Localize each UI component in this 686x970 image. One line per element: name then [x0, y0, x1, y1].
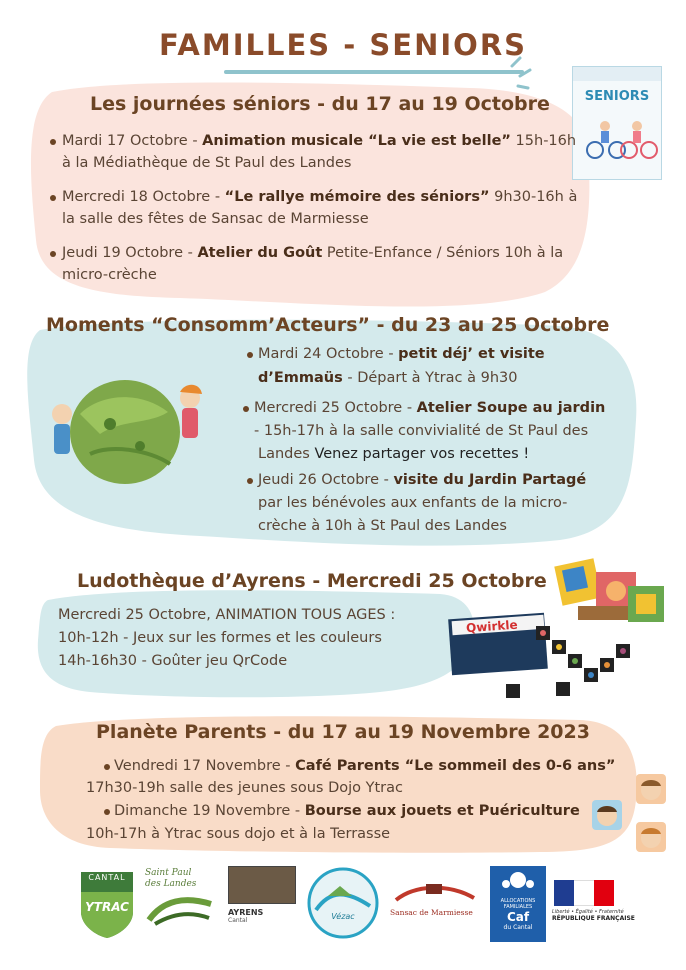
qwirkle-game-illustration [446, 606, 656, 716]
sansac-logo [390, 880, 480, 920]
consom-item-1: Mardi 24 Octobre - petit déj’ et visite [258, 346, 545, 362]
republique-francaise-logo [552, 880, 634, 932]
rf-label: RÉPUBLIQUE FRANÇAISE [552, 915, 635, 922]
bullet [50, 251, 56, 257]
bullet [243, 406, 249, 412]
seniors-item-1-line2: à la Médiathèque de St Paul des Landes [62, 155, 352, 171]
child-face-icons [590, 772, 670, 852]
parents-item-2-line2: 10h-17h à Ytrac sous dojo et à la Terrasse [86, 826, 391, 842]
bullet [104, 764, 110, 770]
caf-label-3: Caf [506, 910, 530, 924]
consom-item-3: Jeudi 26 Octobre - visite du Jardin Partagé [258, 472, 587, 488]
ludo-line-1: Mercredi 25 Octobre, ANIMATION TOUS AGES : [58, 607, 396, 623]
bullet [50, 139, 56, 145]
seniors-item-2: Mercredi 18 Octobre - “Le rallye mémoire des séniors” 9h30-16h à [62, 189, 578, 205]
bullet [104, 809, 110, 815]
qwirkle-label: Qwirkle [465, 617, 519, 636]
caf-label-4: du Cantal [503, 924, 533, 931]
caf-label-2: FAMILIALES [503, 904, 533, 910]
bullet [247, 478, 253, 484]
consom-item-1-line2: d’Emmaüs - Départ à Ytrac à 9h30 [258, 370, 518, 386]
bullet [247, 352, 253, 358]
consom-item-2-line3: Landes Venez partager vos recettes ! [258, 446, 530, 462]
ayrens-sub-label: Cantal [228, 917, 248, 924]
seniors-item-3-line2: micro-crèche [62, 267, 157, 283]
vezac-label: Vézac [331, 912, 355, 921]
consom-item-2: Mercredi 25 Octobre - Atelier Soupe au jardin [254, 400, 606, 416]
seniors-section-title: Les journées séniors - du 17 au 19 Octobre [90, 93, 550, 115]
parents-item-2: Dimanche 19 Novembre - Bourse aux jouets et Puériculture [114, 803, 580, 819]
ludo-line-2: 10h-12h - Jeux sur les formes et les couleurs [58, 630, 382, 646]
seniors-item-3: Jeudi 19 Octobre - Atelier du Goût Petite-Enfance / Séniors 10h à la [62, 245, 564, 261]
seniors-item-1: Mardi 17 Octobre - Animation musicale “La vie est belle” 15h-16h [62, 133, 577, 149]
consom-item-3-line2: par les bénévoles aux enfants de la micro- [258, 495, 568, 511]
rf-motto: Liberté • Égalité • Fraternité [552, 909, 624, 915]
caf-logo [490, 866, 546, 942]
consom-item-2-line2: - 15h-17h à la salle convivialité de St Paul des [254, 423, 589, 439]
ytrac-logo [77, 868, 137, 940]
stpaul-logo [145, 868, 215, 928]
earth-hug-illustration [40, 354, 210, 494]
seniors-poster-title: SENIORS [584, 89, 650, 104]
parents-item-1: Vendredi 17 Novembre - Café Parents “Le sommeil des 0-6 ans” [114, 758, 616, 774]
vezac-logo [306, 866, 380, 940]
parents-item-1-line2: 17h30-19h salle des jeunes sous Dojo Ytrac [86, 780, 403, 796]
ytrac-label: YTRAC [85, 900, 129, 914]
ludo-section-title: Ludothèque d’Ayrens - Mercredi 25 Octobre [77, 570, 547, 592]
title-underline [224, 70, 524, 74]
page-title: FAMILLES - SENIORS [158, 28, 528, 62]
ludo-line-3: 14h-16h30 - Goûter jeu QrCode [58, 653, 288, 669]
seniors-item-2-line2: la salle des fêtes de Sansac de Marmiesse [62, 211, 369, 227]
cyclists-illustration [573, 104, 661, 164]
stpaul-label: Saint Paul des Landes [145, 868, 197, 889]
cantal-label: CANTAL [88, 873, 126, 882]
caf-label-1: ALLOCATIONS [500, 898, 536, 904]
parents-section-title: Planète Parents - du 17 au 19 Novembre 2023 [96, 721, 590, 743]
ayrens-label: AYRENS [228, 908, 264, 917]
bullet [50, 195, 56, 201]
ayrens-logo [228, 866, 296, 936]
consom-section-title: Moments “Consomm’Acteurs” - du 23 au 25 Octobre [46, 314, 610, 336]
seniors-poster [572, 66, 662, 180]
sansac-label: Sansac de Marmiesse [390, 908, 473, 917]
consom-item-3-line3: crèche à 10h à St Paul des Landes [258, 518, 507, 534]
